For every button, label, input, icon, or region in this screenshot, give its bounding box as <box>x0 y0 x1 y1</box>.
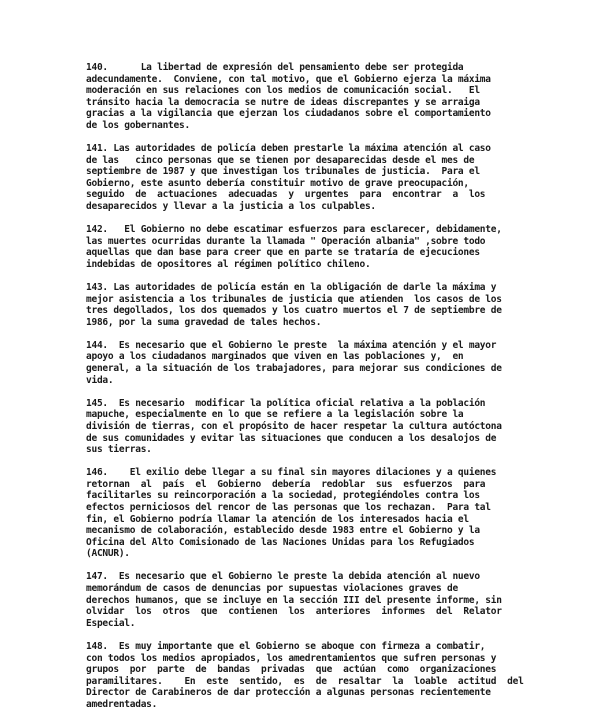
paragraph-line: derechos humanos, que se incluye en la sección III del presente informe, sin <box>86 594 502 606</box>
paragraph-line: general, a la situación de los trabajadores, para mejorar sus condiciones de <box>86 363 502 375</box>
paragraph-line: 1986, por la suma gravedad de tales hechos. <box>86 316 322 328</box>
paragraph-line: paramilitares. En este sentido, es de resaltar la loable actitud del <box>86 675 524 687</box>
paragraph-line: retornan al país el Gobierno debería redoblar sus esfuerzos para <box>86 478 486 490</box>
paragraph-line: grupos por parte de bandas privadas que actúan como organizaciones <box>86 664 497 676</box>
paragraph-line: mapuche, especialmente en lo que se refiere a la legislación sobre la <box>86 409 464 421</box>
paragraph-line: 140. La libertad de expresión del pensamiento debe ser protegida <box>86 62 464 73</box>
paragraph-line: (ACNUR). <box>86 548 130 560</box>
paragraph-142 <box>86 224 569 270</box>
paragraph-line: seguido de actuaciones adecuadas y urgentes para encontrar a los <box>86 189 486 201</box>
paragraph-line: olvidar los otros que contienen los anteriores informes del Relator <box>86 606 502 618</box>
paragraph-line: 145. Es necesario modificar la política oficial relativa a la población <box>86 397 486 409</box>
paragraph-148 <box>86 641 569 711</box>
paragraph-line: mecanismo de colaboración, establecido desde 1983 entre el Gobierno y la <box>86 525 480 537</box>
paragraph-line: 142. El Gobierno no debe escatimar esfuerzos para esclarecer, debidamente, <box>86 224 502 236</box>
paragraph-146 <box>86 467 569 560</box>
paragraph-line: 146. El exilio debe llegar a su final sin mayores dilaciones y a quienes <box>86 467 497 479</box>
paragraph-line: septiembre de 1987 y que investigan los tribunales de justicia. Para el <box>86 166 480 178</box>
paragraph-line: fin, el Gobierno podría llamar la atención de los interesados hacia el <box>86 513 469 525</box>
paragraph-line: mejor asistencia a los tribunales de justicia que atienden los casos de los <box>86 293 502 305</box>
paragraph-line: aquellas que dan base para creer que en parte se trataría de ejecuciones <box>86 247 480 259</box>
paragraph-line: 144. Es necesario que el Gobierno le preste la máxima atención y el mayor <box>86 339 497 351</box>
paragraph-line: sus tierras. <box>86 444 152 456</box>
paragraph-line: indebidas de opositores al régimen político chileno. <box>86 258 371 270</box>
paragraph-line: amedrentadas. <box>86 698 158 710</box>
recommendations-list <box>86 62 569 711</box>
paragraph-line: 147. Es necesario que el Gobierno le preste la debida atención al nuevo <box>86 571 480 583</box>
paragraph-line: efectos perniciosos del rencor de las personas que los rechazan. Para tal <box>86 502 491 513</box>
paragraph-141 <box>86 143 569 213</box>
paragraph-line: división de tierras, con el propósito de hacer respetar la cultura autóctona <box>86 420 502 432</box>
paragraph-144 <box>86 340 569 386</box>
paragraph-145 <box>86 398 569 456</box>
paragraph-143 <box>86 282 569 328</box>
paragraph-line: 143. Las autoridades de policía están en la obligación de darle la máxima y <box>86 282 497 293</box>
paragraph-line: 148. Es muy importante que el Gobierno se aboque con firmeza a combatir, <box>86 640 486 652</box>
paragraph-147 <box>86 571 569 629</box>
paragraph-line: Especial. <box>86 617 136 629</box>
paragraph-line: tránsito hacia la democracia se nutre de ideas discrepantes y se arraiga <box>86 96 480 108</box>
paragraph-line: Director de Carabineros de dar protección a algunas personas recientemente <box>86 687 491 699</box>
paragraph-line: Oficina del Alto Comisionado de las Naciones Unidas para los Refugiados <box>86 536 475 548</box>
paragraph-line: con todos los medios apropiados, los amedrentamientos que sufren personas y <box>86 652 497 664</box>
paragraph-line: tres degollados, los dos quemados y los cuatro muertos el 7 de septiembre de <box>86 305 502 317</box>
paragraph-line: las muertes ocurridas durante la llamada " Operación albania" ,sobre todo <box>86 235 486 247</box>
paragraph-line: adecundamente. Conviene, con tal motivo, que el Gobierno ejerza la máxima <box>86 73 491 85</box>
paragraph-line: de las cinco personas que se tienen por desaparecidas desde el mes de <box>86 154 475 166</box>
paragraph-line: gracias a la vigilancia que ejerzan los ciudadanos sobre el comportamiento <box>86 108 491 120</box>
paragraph-line: moderación en sus relaciones con los medios de comunicación social. El <box>86 85 480 97</box>
paragraph-line: apoyo a los ciudadanos marginados que viven en las poblaciones y, en <box>86 351 464 363</box>
paragraph-line: facilitarles su reincorporación a la sociedad, protegiéndoles contra los <box>86 490 480 502</box>
paragraph-line: 141. Las autoridades de policía deben prestarle la máxima atención al caso <box>86 143 491 155</box>
paragraph-line: de los gobernantes. <box>86 119 190 131</box>
paragraph-line: de sus comunidades y evitar las situaciones que conducen a los desalojos de <box>86 432 497 444</box>
paragraph-line: desaparecidos y llevar a la justicia a los culpables. <box>86 201 376 213</box>
paragraph-140 <box>86 62 569 132</box>
paragraph-line: memorándum de casos de denuncias por supuestas violaciones graves de <box>86 583 458 595</box>
paragraph-line: vida. <box>86 374 114 386</box>
paragraph-line: Gobierno, este asunto debería constituir motivo de grave preocupación, <box>86 177 469 189</box>
